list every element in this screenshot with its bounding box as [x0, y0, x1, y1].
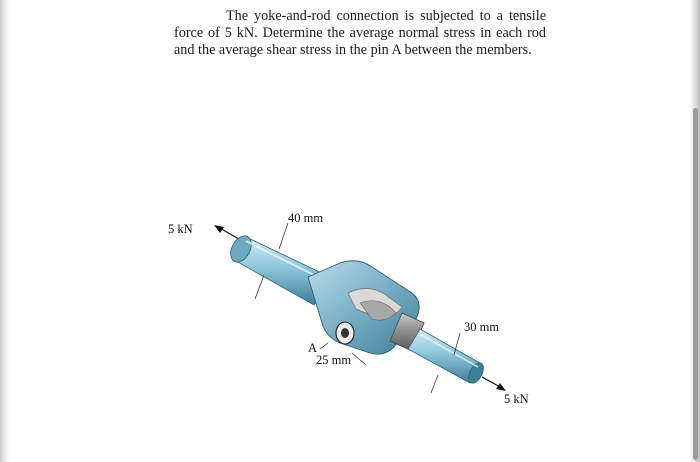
page-left-shadow: [0, 0, 9, 462]
force-label-right: 5 kN: [504, 392, 529, 406]
yoke-and-rod-figure: [168, 205, 550, 420]
scrollbar-thumb[interactable]: [693, 108, 698, 460]
yoke-rod-illustration: [180, 205, 550, 420]
force-arrow-right: [482, 377, 506, 391]
pin-a-label: A: [308, 341, 318, 355]
scrollbar-track[interactable]: [690, 0, 700, 462]
right-rod: [408, 329, 486, 386]
rod-left-diameter-label: 40 mm: [288, 211, 324, 225]
pin-a: [336, 322, 354, 344]
force-label-left: 5 kN: [168, 222, 193, 236]
rod-right-diameter-label: 30 mm: [464, 320, 500, 334]
pin-diameter-label: 25 mm: [316, 353, 352, 367]
problem-statement: The yoke-and-rod connection is subjected to a tensile force of 5 kN. Determine the average normal stress in each rod and the average shear stress in the pin A between the members.: [174, 8, 546, 58]
